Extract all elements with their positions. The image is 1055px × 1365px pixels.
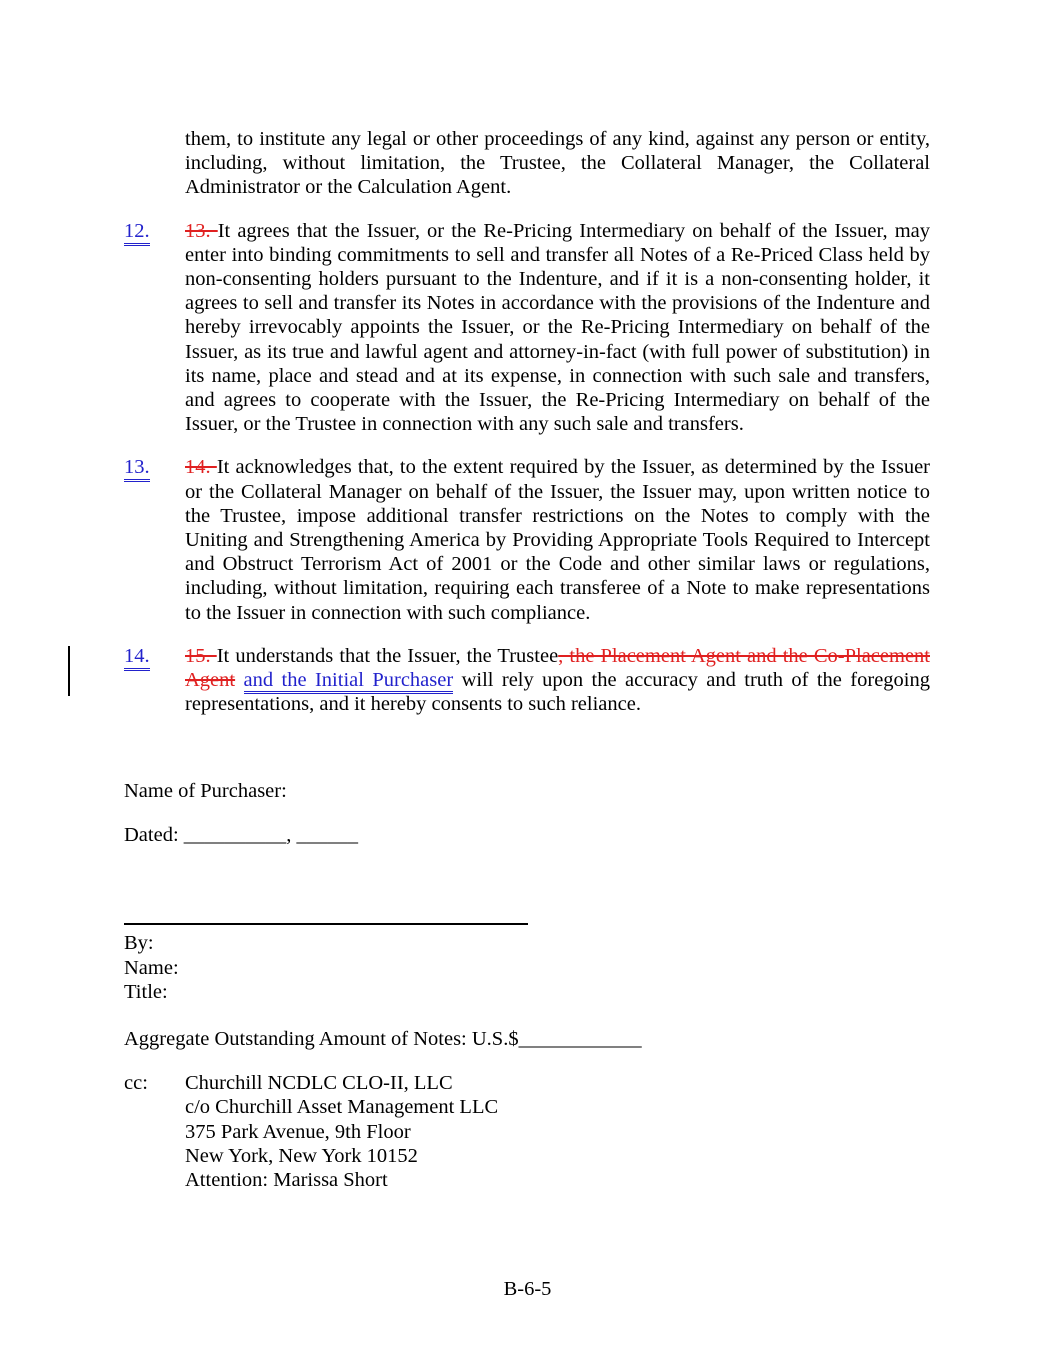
list-item-text bbox=[185, 219, 930, 437]
cc-line-attention: Attention: Marissa Short bbox=[185, 1169, 388, 1192]
by-label: By: bbox=[124, 932, 154, 955]
cc-line-careof: c/o Churchill Asset Management LLC bbox=[185, 1096, 499, 1119]
list-item-12 bbox=[124, 219, 931, 437]
document-body bbox=[124, 127, 931, 716]
signature-line bbox=[124, 923, 528, 925]
paragraph-text: It acknowledges that, to the extent required by the Issuer, as determined by the Issuer or the Collateral Manager on behalf of the Issuer, the Issuer may, upon written notice to the Trustee, impose additional transfer restrictions on the Notes to comply with the Uniting and Strengthening America by Providing Appropriate Tools Required to Intercept and Obstruct Terrorism Act of 2001 or the Code and other similar laws or regulations, including, without limitation, requiring each transferee of a Note to make representations to the Issuer in connection with such compliance. bbox=[185, 456, 931, 624]
list-item-text bbox=[185, 455, 930, 624]
revision-change-bar bbox=[68, 646, 70, 696]
title-label: Title: bbox=[124, 980, 168, 1003]
signature-by-block bbox=[124, 931, 930, 1004]
page-number: B-6-5 bbox=[503, 1278, 552, 1300]
name-label: Name: bbox=[124, 956, 179, 979]
deleted-old-number: 14. bbox=[185, 456, 217, 479]
cc-line-company: Churchill NCDLC CLO-II, LLC bbox=[185, 1072, 453, 1095]
inserted-text: and the Initial Purchaser bbox=[244, 669, 454, 694]
deleted-text: , the Placement Agent and the Co-Placement Agent bbox=[185, 644, 930, 692]
dated-blank-year: ______ bbox=[296, 824, 359, 847]
inserted-number: 12. bbox=[124, 220, 150, 246]
dated-blank-date: __________ bbox=[183, 824, 287, 847]
deleted-old-number: 13. bbox=[185, 219, 218, 242]
list-number-new-13 bbox=[124, 455, 150, 479]
dated-label: Dated: bbox=[124, 824, 179, 847]
paragraph-continuation: them, to institute any legal or other proceedings of any kind, against any person or entity, including, without limitation, the Trustee, the Collateral Manager, the Collateral Administrator or the Calculation Agent. bbox=[185, 128, 930, 199]
cc-line-street: 375 Park Avenue, 9th Floor bbox=[185, 1120, 411, 1143]
name-of-purchaser-label: Name of Purchaser: bbox=[124, 780, 287, 802]
dated-line bbox=[124, 823, 930, 847]
list-number-new-14 bbox=[124, 644, 150, 668]
inserted-number: 13. bbox=[124, 456, 150, 482]
cc-address bbox=[185, 1071, 930, 1192]
paragraph-text: will rely upon the accuracy and truth of the foregoing representations, and it hereby consents to such reliance. bbox=[185, 669, 930, 716]
list-item-13 bbox=[124, 455, 931, 624]
cc-label: cc: bbox=[124, 1072, 148, 1095]
paragraph-text: It agrees that the Issuer, or the Re-Pricing Intermediary on behalf of the Issuer, may enter into binding commitments to sell and transfer all Notes of a Re-Priced Class held by non-consenting holders pursuant to the Indenture, and if it is a non-consenting holder, it agrees to sell and transfer its Notes in accordance with the provisions of the Indenture and hereby irrevocably appoints the Issuer, or the Re-Pricing Intermediary on behalf of the Issuer, as its true and lawful agent and attorney-in-fact (with full power of substitution) in its name, place and stead and at its expense, in connection with such sale and transfers, and agrees to cooperate with the Issuer, the Re-Pricing Intermediary on behalf of the Issuer, or the Trustee in connection with any such sale and transfers. bbox=[185, 219, 931, 436]
cc-line-city: New York, New York 10152 bbox=[185, 1144, 418, 1167]
paragraph-text: It understands that the Issuer, the Trustee bbox=[216, 644, 559, 667]
aggregate-amount-line bbox=[124, 1027, 930, 1051]
inserted-number: 14. bbox=[124, 645, 150, 671]
cc-block bbox=[124, 1071, 930, 1192]
dated-comma: , bbox=[286, 824, 292, 847]
list-item-14 bbox=[124, 644, 930, 717]
deleted-old-number: 15. bbox=[185, 644, 217, 667]
list-number-new-12 bbox=[124, 219, 150, 243]
aggregate-label: Aggregate Outstanding Amount of Notes: U.S.$ bbox=[124, 1028, 519, 1051]
signature-section bbox=[124, 779, 930, 1192]
aggregate-blank: ____________ bbox=[518, 1028, 642, 1051]
list-item-text bbox=[185, 644, 930, 717]
